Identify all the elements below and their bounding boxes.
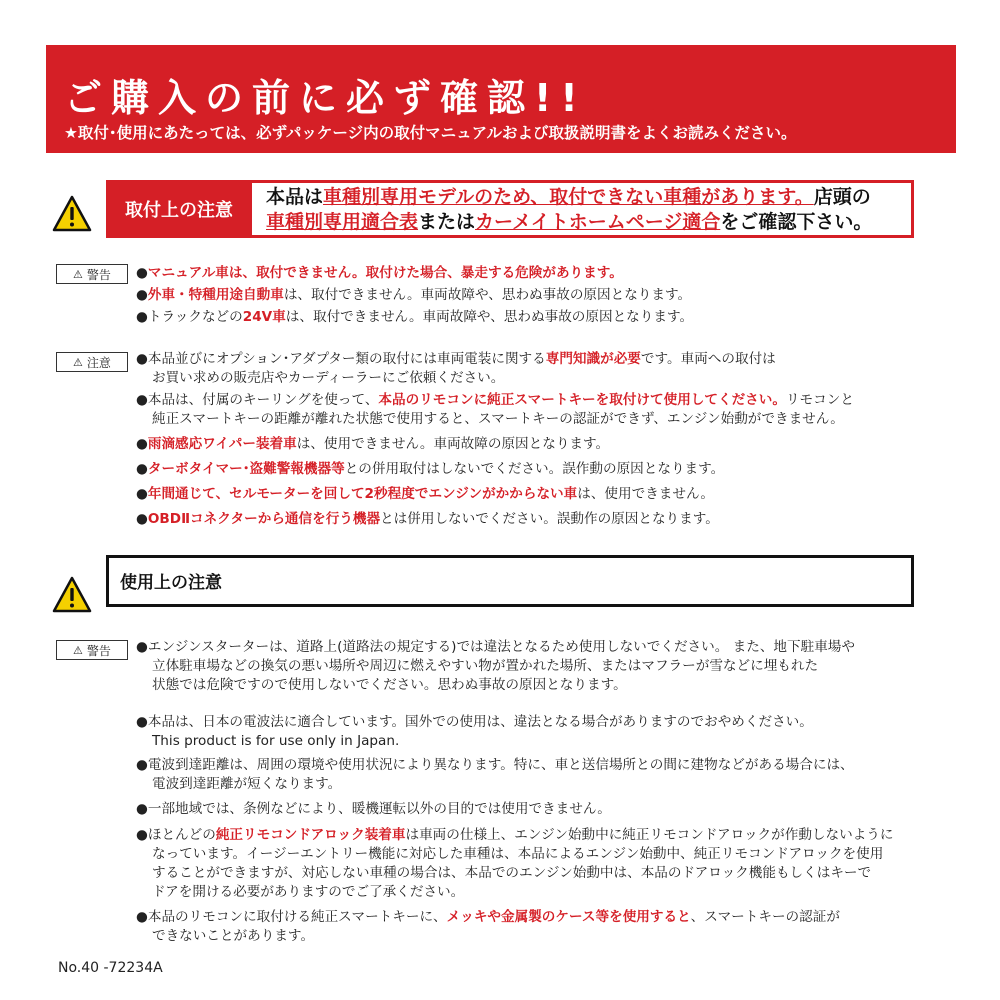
usage-note-4c: することができますが、対応しない車種の場合は、本品でのエンジン始動中は、本品のドアロック機能もしくはキーで — [152, 865, 872, 881]
usage-warning-line-2: 立体駐車場などの換気の悪い場所や周辺に燃えやすい物が置かれた場所、またはマフラーが雪などに埋もれた — [152, 658, 819, 674]
caution-badge: ⚠ 注意 — [56, 352, 128, 372]
caution-line-6: ●ターボタイマー･盗難警報機器等との併用取付はしないでください。誤作動の原因となります。 — [136, 461, 725, 477]
usage-warning-line-3: 状態では危険ですので使用しないでください。思わぬ事故の原因となります。 — [152, 677, 627, 693]
caution-line-2: お買い求めの販売店やカーディーラーにご依頼ください。 — [152, 370, 505, 386]
warning-triangle-icon: ⚠ — [73, 355, 83, 369]
warning-triangle-icon — [52, 576, 92, 614]
warning-triangle-icon: ⚠ — [73, 643, 83, 657]
install-warning-line-1: ●マニュアル車は、取付できません。取付けた場合、暴走する危険があります。 — [136, 265, 623, 281]
caution-line-5: ●雨滴感応ワイパー装着車は、使用できません。車両故障の原因となります。 — [136, 436, 610, 452]
caution-line-1: ●本品並びにオプション･アダプター類の取付には車両電装に関する専門知識が必要です。車両への取付は — [136, 351, 776, 367]
usage-note-2a: ●電波到達距離は、周囲の環境や使用状況により異なります。特に、車と送信場所との間に建物などがある場合には、 — [136, 757, 854, 773]
caution-line-8: ●OBDⅡコネクターから通信を行う機器とは併用しないでください。誤動作の原因となります。 — [136, 511, 719, 527]
usage-note-5b: できないことがあります。 — [152, 928, 315, 944]
install-section-heading: 取付上の注意 — [106, 180, 252, 238]
usage-note-4b: なっています。イージーエントリー機能に対応した車種は、本品によるエンジン始動中、純正リモコンドアロックを使用 — [152, 846, 884, 862]
caution-line-4: 純正スマートキーの距離が離れた状態で使用すると、スマートキーの認証ができず、エンジン始動ができません。 — [152, 411, 844, 427]
usage-section-box — [106, 555, 914, 607]
install-warning-line-2: ●外車・特種用途自動車は、取付できません。車両故障や、思わぬ事故の原因となります。 — [136, 287, 692, 303]
usage-section-heading: 使用上の注意 — [120, 573, 222, 593]
warning-badge: ⚠ 警告 — [56, 640, 128, 660]
usage-note-4d: ドアを開ける必要がありますのでご了承ください。 — [152, 884, 465, 900]
warning-triangle-icon: ⚠ — [73, 267, 83, 281]
banner-title: ご購入の前に必ず確認!! — [64, 76, 587, 120]
usage-note-5a: ●本品のリモコンに取付ける純正スマートキーに、メッキや金属製のケース等を使用すると、スマートキーの認証が — [136, 909, 840, 925]
usage-note-1a: ●本品は、日本の電波法に適合しています。国外での使用は、違法となる場合がありますのでおやめください。 — [136, 714, 813, 730]
install-warning-line-3: ●トラックなどの24V車は、取付できません。車両故障や、思わぬ事故の原因となります。 — [136, 309, 694, 325]
banner-subtitle: ★取付･使用にあたっては、必ずパッケージ内の取付マニュアルおよび取扱説明書をよくお読みください。 — [64, 124, 797, 142]
caution-line-7: ●年間通じて、セルモーターを回して2秒程度でエンジンがかからない車は、使用できません。 — [136, 486, 715, 502]
caution-line-3: ●本品は、付属のキーリングを使って、本品のリモコンに純正スマートキーを取付けて使用してください。リモコンと — [136, 392, 854, 408]
usage-note-3: ●一部地域では、条例などにより、暖機運転以外の目的では使用できません。 — [136, 801, 611, 817]
usage-note-4a: ●ほとんどの純正リモコンドアロック装着車は車両の仕様上、エンジン始動中に純正リモコンドアロックが作動しないように — [136, 827, 894, 843]
install-notice-text: 本品は車種別専用モデルのため、取付できない車種があります。店頭の 車種別専用適合表またはカーメイトホームページ適合をご確認下さい。 — [266, 186, 873, 233]
header-banner — [46, 45, 956, 153]
product-code: No.40 -72234A — [58, 960, 163, 976]
warning-badge: ⚠ 警告 — [56, 264, 128, 284]
usage-note-1b: This product is for use only in Japan. — [152, 733, 400, 749]
warning-triangle-icon — [52, 195, 92, 233]
usage-note-2b: 電波到達距離が短くなります。 — [152, 776, 342, 792]
usage-warning-line-1: ●エンジンスターターは、道路上(道路法の規定する)では違法となるため使用しないでください。 また、地下駐車場や — [136, 639, 855, 655]
